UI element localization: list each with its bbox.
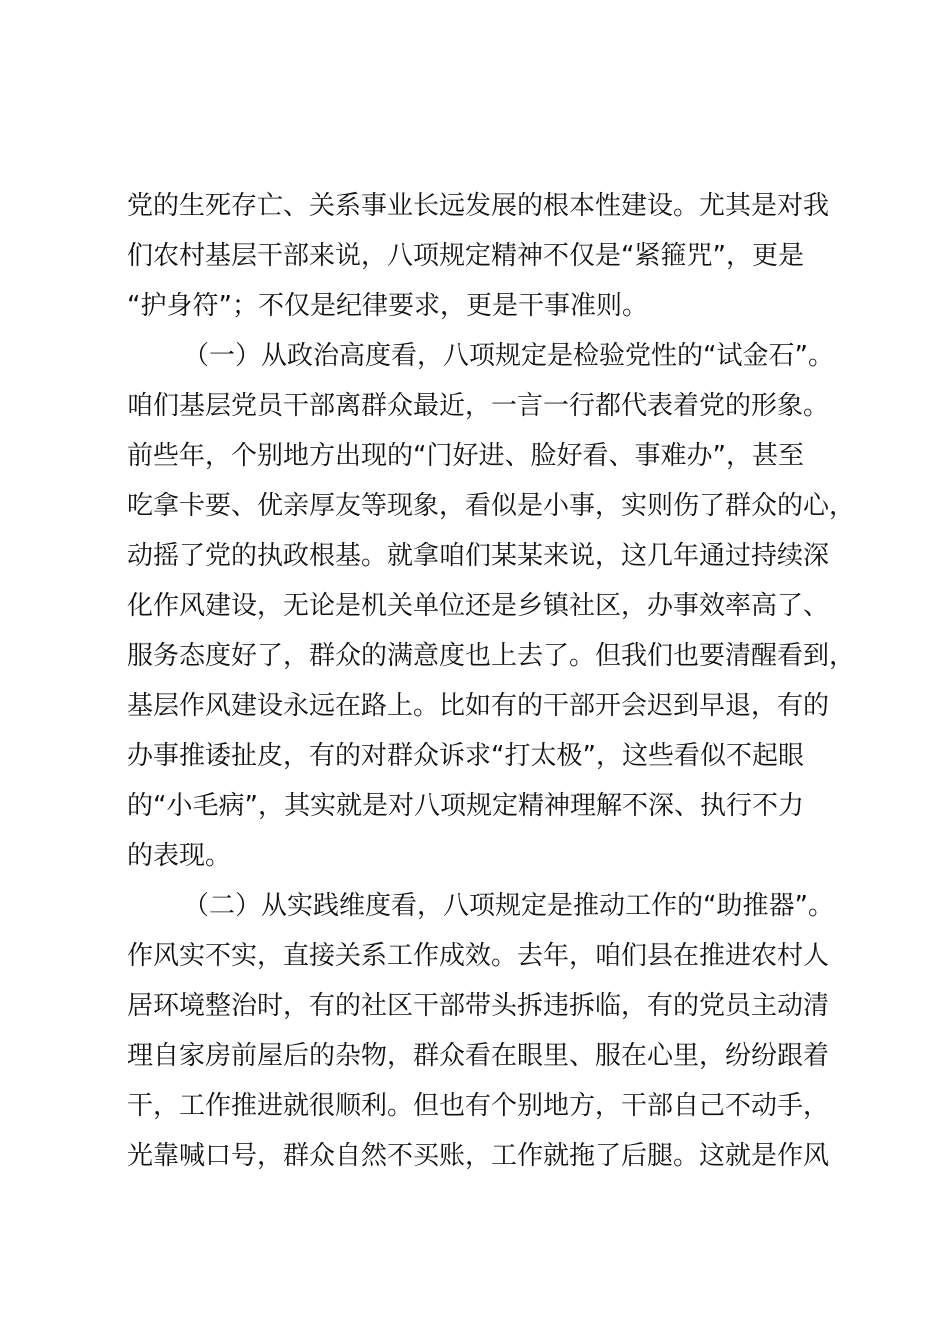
text-line: “护身符”；不仅是纪律要求，更是干事准则。 bbox=[127, 291, 648, 321]
text-line: 光靠喊口号，群众自然不买账，工作就拖了后腿。这就是作风 bbox=[127, 1141, 830, 1171]
text-line: 干，工作推进就很顺利。但也有个别地方，干部自己不动手， bbox=[127, 1091, 830, 1121]
text-line: 理自家房前屋后的杂物，群众看在眼里、服在心里，纷纷跟着 bbox=[127, 1041, 830, 1071]
text-line: 党的生死存亡、关系事业长远发展的根本性建设。尤其是对我 bbox=[127, 191, 830, 221]
text-line: 吃拿卡要、优亲厚友等现象，看似是小事，实则伤了群众的心， bbox=[127, 491, 856, 521]
text-line: 前些年，个别地方出现的“门好进、脸好看、事难办”，甚至 bbox=[127, 441, 804, 471]
text-line: 的表现。 bbox=[127, 841, 232, 871]
text-line: 服务态度好了，群众的满意度也上去了。但我们也要清醒看到， bbox=[127, 641, 856, 671]
body-text bbox=[127, 181, 857, 1181]
text-line: 们农村基层干部来说，八项规定精神不仅是“紧箍咒”，更是 bbox=[127, 241, 804, 271]
text-line: 作风实不实，直接关系工作成效。去年，咱们县在推进农村人 bbox=[127, 941, 830, 971]
text-line: 基层作风建设永远在路上。比如有的干部开会迟到早退，有的 bbox=[127, 691, 830, 721]
text-line: 咱们基层党员干部离群众最近，一言一行都代表着党的形象。 bbox=[127, 391, 830, 421]
text-line: 办事推诿扯皮，有的对群众诉求“打太极”，这些看似不起眼 bbox=[127, 741, 804, 771]
section-heading-1: （一）从政治高度看，八项规定是检验党性的“试金石”。 bbox=[183, 341, 834, 371]
text-line: 居环境整治时，有的社区干部带头拆违拆临，有的党员主动清 bbox=[127, 991, 830, 1021]
text-line: 动摇了党的执政根基。就拿咱们某某来说，这几年通过持续深 bbox=[127, 541, 830, 571]
text-line: 的“小毛病”，其实就是对八项规定精神理解不深、执行不力 bbox=[127, 791, 804, 821]
section-heading-2: （二）从实践维度看，八项规定是推动工作的“助推器”。 bbox=[183, 891, 834, 921]
text-line: 化作风建设，无论是机关单位还是乡镇社区，办事效率高了、 bbox=[127, 591, 830, 621]
